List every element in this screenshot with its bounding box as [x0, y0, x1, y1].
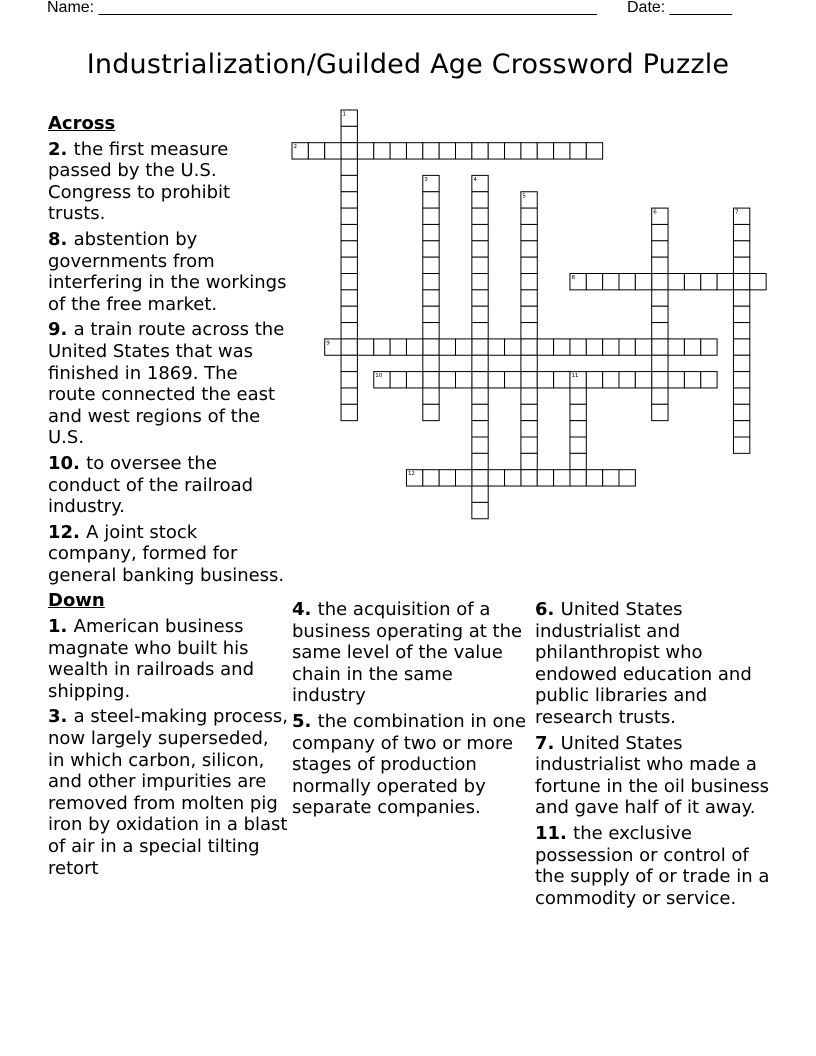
clue-across-2: [48, 139, 288, 225]
grid-cell[interactable]: [570, 453, 586, 469]
grid-cell[interactable]: [537, 372, 553, 388]
grid-cell[interactable]: [423, 257, 439, 273]
grid-cell[interactable]: [521, 372, 537, 388]
grid-cell[interactable]: [423, 372, 439, 388]
grid-cell[interactable]: [668, 372, 684, 388]
grid-cell[interactable]: [341, 372, 357, 388]
grid-cell[interactable]: [341, 290, 357, 306]
grid-cell[interactable]: [423, 323, 439, 339]
grid-cell[interactable]: [733, 355, 749, 371]
grid-cell[interactable]: [472, 421, 488, 437]
grid-cell[interactable]: [390, 372, 406, 388]
grid-cell[interactable]: [570, 404, 586, 420]
grid-cell[interactable]: [341, 388, 357, 404]
grid-cell[interactable]: [733, 323, 749, 339]
grid-cell[interactable]: [472, 306, 488, 322]
grid-cell[interactable]: [505, 372, 521, 388]
grid-cell[interactable]: [619, 470, 635, 486]
grid-cell[interactable]: [390, 143, 406, 159]
grid-cell[interactable]: [652, 306, 668, 322]
grid-cell[interactable]: [733, 241, 749, 257]
clue-across-12: [48, 522, 288, 587]
grid-cell[interactable]: [750, 274, 766, 290]
grid-cell[interactable]: [341, 159, 357, 175]
grid-cell[interactable]: [472, 224, 488, 240]
grid-cell[interactable]: [652, 323, 668, 339]
grid-cell[interactable]: [456, 339, 472, 355]
grid-cell[interactable]: [406, 372, 422, 388]
grid-cell[interactable]: [423, 175, 439, 191]
grid-cell[interactable]: [521, 306, 537, 322]
grid-cell[interactable]: [472, 257, 488, 273]
grid-clue-number: 2: [293, 144, 297, 151]
grid-cell[interactable]: [586, 274, 602, 290]
grid-cell[interactable]: [472, 372, 488, 388]
clue-text: A joint stock company, formed for general banking business.: [48, 521, 285, 586]
clue-number: 10.: [48, 452, 80, 474]
clue-number: 4.: [292, 599, 312, 620]
grid-cell[interactable]: [406, 470, 422, 486]
grid-cell[interactable]: [472, 470, 488, 486]
grid-cell[interactable]: [341, 257, 357, 273]
clue-text: the acquisition of a business operating at the same level of the value chain in the same industry: [292, 599, 523, 707]
grid-cell[interactable]: [341, 404, 357, 420]
grid-clue-number: 8: [571, 275, 575, 281]
clue-number: 11.: [535, 822, 567, 844]
grid-cell[interactable]: [423, 192, 439, 208]
clue-across-9: [48, 319, 288, 449]
grid-cell[interactable]: [341, 143, 357, 159]
grid-cell[interactable]: [521, 208, 537, 224]
grid-cell[interactable]: [570, 421, 586, 437]
grid-cell[interactable]: [521, 404, 537, 420]
grid-clue-number: 10: [375, 373, 383, 380]
grid-cell[interactable]: [684, 339, 700, 355]
grid-cell[interactable]: [586, 470, 602, 486]
clue-down-11: [535, 823, 771, 909]
grid-cell[interactable]: [537, 339, 553, 355]
clue-text: the exclusive possession or control of the supply of or trade in a commodity or service.: [535, 822, 770, 909]
grid-cell[interactable]: [472, 355, 488, 371]
grid-cell[interactable]: [521, 470, 537, 486]
clue-number: 3.: [48, 706, 68, 728]
clue-text: a train route across the United States that was finished in 1869. The route connected the east and west regions of the U.S.: [48, 319, 285, 449]
grid-cell[interactable]: [554, 143, 570, 159]
grid-cell[interactable]: [554, 372, 570, 388]
grid-cell[interactable]: [603, 470, 619, 486]
grid-cell[interactable]: [684, 274, 700, 290]
grid-cell[interactable]: [472, 143, 488, 159]
down-heading: Down: [48, 590, 105, 612]
grid-cell[interactable]: [406, 143, 422, 159]
grid-clue-number: 6: [653, 209, 657, 216]
grid-cell[interactable]: [733, 274, 749, 290]
grid-clue-number: 3: [424, 176, 428, 183]
grid-cell[interactable]: [570, 470, 586, 486]
grid-cell[interactable]: [652, 372, 668, 388]
grid-cell[interactable]: [423, 241, 439, 257]
grid-cell[interactable]: [668, 274, 684, 290]
grid-cell[interactable]: [603, 274, 619, 290]
grid-cell[interactable]: [292, 143, 308, 159]
grid-cell[interactable]: [423, 355, 439, 371]
grid-cell[interactable]: [652, 208, 668, 224]
grid-cell[interactable]: [701, 274, 717, 290]
grid-cell[interactable]: [652, 274, 668, 290]
grid-cell[interactable]: [423, 339, 439, 355]
grid-clue-number: 12: [407, 471, 415, 478]
grid-clue-number: 11: [571, 373, 579, 380]
grid-cell[interactable]: [456, 372, 472, 388]
grid-cell[interactable]: [505, 339, 521, 355]
grid-cell[interactable]: [537, 143, 553, 159]
grid-cell[interactable]: [308, 143, 324, 159]
grid-cell[interactable]: [488, 143, 504, 159]
grid-cell[interactable]: [341, 339, 357, 355]
clue-text: United States industrialist and philanthropist who endowed education and public libraries and research trusts.: [535, 599, 752, 728]
grid-cell[interactable]: [341, 274, 357, 290]
grid-cell[interactable]: [521, 339, 537, 355]
grid-cell[interactable]: [472, 404, 488, 420]
clue-across-10: [48, 453, 288, 518]
grid-cell[interactable]: [521, 453, 537, 469]
grid-cell[interactable]: [341, 126, 357, 142]
grid-cell[interactable]: [733, 404, 749, 420]
clue-down-7: [535, 733, 771, 819]
grid-clue-number: 1: [342, 111, 347, 118]
page-title: Industrialization/Guilded Age Crossword Puzzle: [86, 49, 730, 80]
grid-cell[interactable]: [423, 388, 439, 404]
grid-cell[interactable]: [652, 224, 668, 240]
clue-text: abstention by governments from interfering in the workings of the free market.: [48, 228, 287, 315]
clue-number: 2.: [48, 138, 68, 160]
grid-cell[interactable]: [472, 437, 488, 453]
clue-number: 7.: [535, 732, 555, 754]
grid-cell[interactable]: [733, 208, 749, 224]
grid-cell[interactable]: [341, 175, 357, 191]
grid-cell[interactable]: [439, 143, 455, 159]
grid-cell[interactable]: [390, 339, 406, 355]
grid-cell[interactable]: [554, 339, 570, 355]
grid-cell[interactable]: [521, 437, 537, 453]
grid-cell[interactable]: [554, 470, 570, 486]
grid-cell[interactable]: [570, 372, 586, 388]
grid-cell[interactable]: [570, 437, 586, 453]
clue-down-3: [48, 706, 288, 879]
date-field[interactable]: Date: _______: [627, 0, 732, 16]
grid-cell[interactable]: [570, 388, 586, 404]
grid-cell[interactable]: [733, 372, 749, 388]
clue-number: 8.: [48, 228, 68, 250]
name-field[interactable]: Name: ________________________________________________________: [47, 0, 597, 16]
grid-cell[interactable]: [717, 274, 733, 290]
clue-text: American business magnate who built his wealth in railroads and shipping.: [48, 616, 255, 702]
clues-column-2: [292, 599, 528, 823]
grid-cell[interactable]: [374, 372, 390, 388]
grid-cell[interactable]: [341, 192, 357, 208]
grid-cell[interactable]: [472, 388, 488, 404]
grid-cell[interactable]: [570, 274, 586, 290]
grid-cell[interactable]: [325, 339, 341, 355]
grid-cell[interactable]: [521, 241, 537, 257]
grid-cell[interactable]: [586, 143, 602, 159]
grid-cell[interactable]: [733, 421, 749, 437]
grid-cell[interactable]: [456, 143, 472, 159]
clue-text: a steel-making process, now largely superseded, in which carbon, silicon, and other impurities are removed from molten pig iron by oxidation in a blast of air in a special tilting retort: [48, 706, 288, 879]
grid-cell[interactable]: [652, 241, 668, 257]
clue-number: 1.: [48, 616, 68, 638]
grid-cell[interactable]: [423, 404, 439, 420]
grid-cell[interactable]: [472, 192, 488, 208]
grid-cell[interactable]: [488, 339, 504, 355]
grid-cell[interactable]: [341, 355, 357, 371]
clue-down-5: [292, 711, 528, 819]
grid-cell[interactable]: [341, 224, 357, 240]
clues-column-3: [535, 599, 771, 913]
grid-cell[interactable]: [586, 339, 602, 355]
grid-cell[interactable]: [423, 306, 439, 322]
grid-cell[interactable]: [652, 257, 668, 273]
grid-cell[interactable]: [635, 339, 651, 355]
clue-across-8: [48, 229, 288, 315]
clue-text: the combination in one company of two or more stages of production normally operated by separate companies.: [292, 710, 527, 819]
grid-cell[interactable]: [341, 323, 357, 339]
grid-cell[interactable]: [341, 110, 357, 126]
grid-cell[interactable]: [733, 306, 749, 322]
grid-cell[interactable]: [521, 421, 537, 437]
grid-cell[interactable]: [357, 339, 373, 355]
grid-cell[interactable]: [619, 339, 635, 355]
grid-cell[interactable]: [603, 339, 619, 355]
grid-cell[interactable]: [668, 339, 684, 355]
grid-cell[interactable]: [472, 208, 488, 224]
grid-cell[interactable]: [652, 355, 668, 371]
clue-down-4: [292, 599, 528, 707]
grid-cell[interactable]: [701, 339, 717, 355]
grid-clue-number: 9: [326, 340, 330, 347]
grid-cell[interactable]: [521, 388, 537, 404]
grid-cell[interactable]: [472, 486, 488, 502]
grid-cell[interactable]: [341, 241, 357, 257]
grid-cell[interactable]: [406, 339, 422, 355]
grid-cell[interactable]: [488, 470, 504, 486]
grid-cell[interactable]: [733, 388, 749, 404]
grid-cell[interactable]: [325, 143, 341, 159]
grid-cell[interactable]: [701, 372, 717, 388]
clue-number: 5.: [292, 710, 312, 732]
grid-cell[interactable]: [505, 470, 521, 486]
grid-cell[interactable]: [439, 372, 455, 388]
grid-cell[interactable]: [488, 372, 504, 388]
grid-cell[interactable]: [472, 323, 488, 339]
grid-cell[interactable]: [341, 306, 357, 322]
grid-cell[interactable]: [521, 257, 537, 273]
grid-cell[interactable]: [635, 372, 651, 388]
clue-down-6: [535, 599, 771, 729]
grid-cell[interactable]: [472, 241, 488, 257]
grid-cell[interactable]: [635, 274, 651, 290]
grid-cell[interactable]: [423, 224, 439, 240]
grid-cell[interactable]: [521, 143, 537, 159]
grid-cell[interactable]: [472, 453, 488, 469]
grid-cell[interactable]: [456, 470, 472, 486]
across-heading: Across: [48, 113, 116, 134]
grid-clue-number: 7: [734, 209, 739, 216]
grid-cell[interactable]: [505, 143, 521, 159]
grid-cell[interactable]: [570, 339, 586, 355]
grid-cell[interactable]: [521, 274, 537, 290]
grid-cell[interactable]: [521, 290, 537, 306]
grid-cell[interactable]: [733, 290, 749, 306]
grid-cell[interactable]: [652, 388, 668, 404]
grid-clue-number: 4: [473, 176, 477, 183]
grid-cell[interactable]: [423, 470, 439, 486]
clue-number: 9.: [48, 319, 68, 341]
clue-number: 6.: [535, 599, 555, 620]
grid-cell[interactable]: [472, 339, 488, 355]
grid-cell[interactable]: [374, 339, 390, 355]
grid-cell[interactable]: [521, 355, 537, 371]
grid-cell[interactable]: [521, 323, 537, 339]
grid-cell[interactable]: [603, 372, 619, 388]
grid-cell[interactable]: [586, 372, 602, 388]
grid-cell[interactable]: [374, 143, 390, 159]
grid-cell[interactable]: [423, 290, 439, 306]
grid-cell[interactable]: [439, 339, 455, 355]
clues-column-1: [48, 113, 288, 883]
grid-cell[interactable]: [733, 257, 749, 273]
grid-cell[interactable]: [472, 502, 488, 518]
grid-clue-number: 5: [522, 193, 526, 200]
clue-text: the first measure passed by the U.S. Congress to prohibit trusts.: [48, 138, 231, 225]
grid-cell[interactable]: [733, 224, 749, 240]
grid-cell[interactable]: [472, 175, 488, 191]
grid-cell[interactable]: [423, 143, 439, 159]
grid-cell[interactable]: [619, 372, 635, 388]
clue-text: United States industrialist who made a fortune in the oil business and gave half of it away.: [535, 732, 769, 819]
clue-down-1: [48, 616, 288, 702]
grid-cell[interactable]: [733, 437, 749, 453]
grid-cell[interactable]: [652, 404, 668, 420]
clue-number: 12.: [48, 521, 80, 543]
grid-cell[interactable]: [619, 274, 635, 290]
grid-cell[interactable]: [537, 470, 553, 486]
grid-cell[interactable]: [521, 192, 537, 208]
grid-cell[interactable]: [684, 372, 700, 388]
grid-cell[interactable]: [357, 143, 373, 159]
grid-cell[interactable]: [423, 274, 439, 290]
grid-cell[interactable]: [472, 274, 488, 290]
grid-cell[interactable]: [439, 470, 455, 486]
grid-cell[interactable]: [652, 339, 668, 355]
grid-cell[interactable]: [472, 290, 488, 306]
grid-cell[interactable]: [652, 290, 668, 306]
clue-text: to oversee the conduct of the railroad industry.: [48, 452, 254, 518]
grid-cell[interactable]: [521, 224, 537, 240]
grid-cell[interactable]: [570, 143, 586, 159]
grid-cell[interactable]: [733, 339, 749, 355]
grid-cell[interactable]: [423, 208, 439, 224]
grid-cell[interactable]: [341, 208, 357, 224]
